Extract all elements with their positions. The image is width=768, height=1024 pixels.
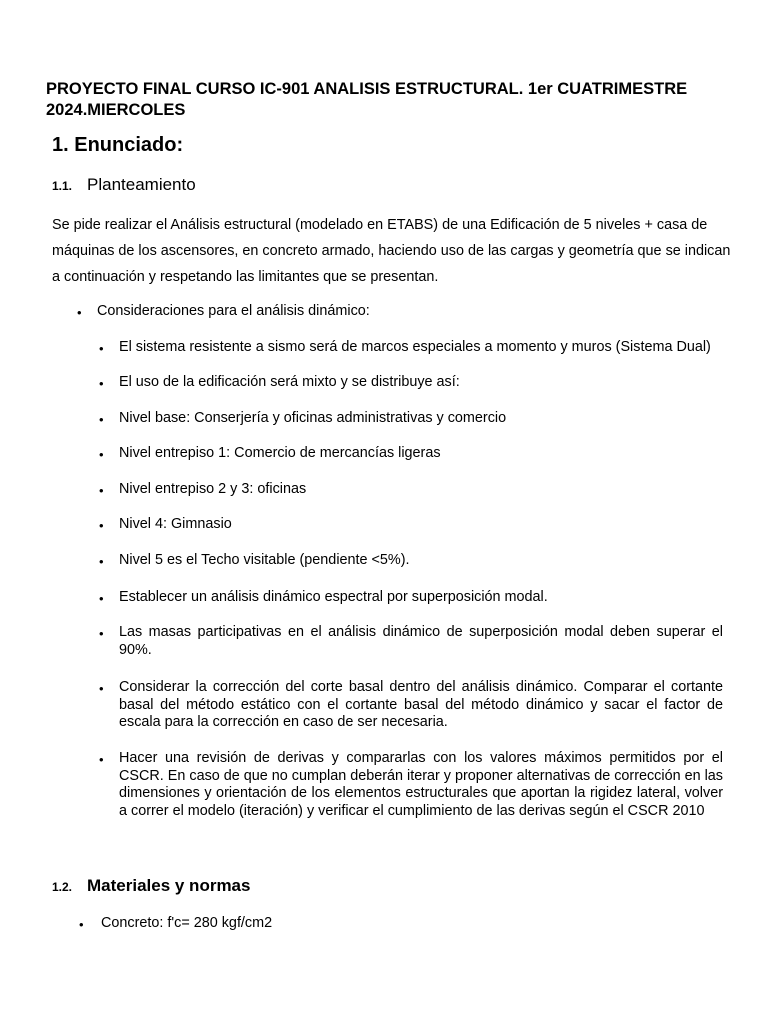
list-item-concreto: Concreto: f'c= 280 kgf/cm2 (101, 915, 273, 931)
list-item: Las masas participativas en el análisis dinámico de superposición modal deben superar el 90%. (119, 624, 723, 658)
list-item: Nivel 4: Gimnasio (119, 516, 232, 532)
list-item: El uso de la edificación será mixto y se distribuye así: (119, 374, 460, 390)
bullet-glyph: • (79, 917, 84, 932)
subsection-number: 1.1. (52, 179, 73, 193)
bullet-consideraciones: Consideraciones para el análisis dinámico: (97, 303, 370, 319)
document-title: PROYECTO FINAL CURSO IC-901 ANALISIS ESTRUCTURAL. 1er CUATRIMESTRE 2024.MIERCOLES (46, 80, 688, 119)
list-item: Nivel entrepiso 1: Comercio de mercancías ligeras (119, 445, 441, 461)
list-item: Hacer una revisión de derivas y compararlas con los valores máximos permitidos por el CSCR. En caso de que no cumplan deberán iterar y proponer alternativas de corrección en las dimensiones y orientación de los elementos estructurales que aportan la rigidez lateral, volver a correr el modelo (iteración) y verificar el cumplimiento de las derivas según el CSCR 2010 (119, 750, 723, 819)
bullet-glyph: • (99, 554, 104, 569)
bullet-glyph: • (99, 752, 104, 767)
bullet-glyph: • (77, 305, 82, 320)
bullet-glyph: • (99, 447, 104, 462)
bullet-glyph: • (99, 483, 104, 498)
bullet-glyph: • (99, 591, 104, 606)
list-item: Nivel 5 es el Techo visitable (pendiente <5%). (119, 552, 410, 568)
bullet-glyph: • (99, 376, 104, 391)
list-item: El sistema resistente a sismo será de marcos especiales a momento y muros (Sistema Dual) (119, 339, 711, 355)
list-item: Establecer un análisis dinámico espectral por superposición modal. (119, 589, 548, 605)
subsection-title: Planteamiento (87, 175, 196, 194)
list-item: Nivel entrepiso 2 y 3: oficinas (119, 481, 307, 497)
subsection-number: 1.2. (52, 880, 73, 894)
bullet-glyph: • (99, 341, 104, 356)
list-item: Nivel base: Conserjería y oficinas administrativas y comercio (119, 410, 507, 426)
subsection-heading-materiales (52, 876, 250, 896)
subsection-heading-planteamiento (52, 175, 196, 195)
bullet-glyph: • (99, 412, 104, 427)
bullet-glyph: • (99, 626, 104, 641)
list-item: Considerar la corrección del corte basal dentro del análisis dinámico. Comparar el cortante basal del método estático con el cortante basal del método dinámico y sacar el factor de escala para la corrección en caso de ser necesaria. (119, 679, 723, 730)
section-heading-enunciado: 1. Enunciado: (52, 134, 184, 156)
bullet-glyph: • (99, 518, 104, 533)
intro-paragraph: Se pide realizar el Análisis estructural (modelado en ETABS) de una Edificación de 5 niveles + casa de máquinas de los ascensores, en concreto armado, haciendo uso de las cargas y geometría que se indican a continuación y respetando las limitantes que se presentan. (52, 217, 731, 285)
subsection-title: Materiales y normas (87, 876, 251, 895)
bullet-glyph: • (99, 681, 104, 696)
